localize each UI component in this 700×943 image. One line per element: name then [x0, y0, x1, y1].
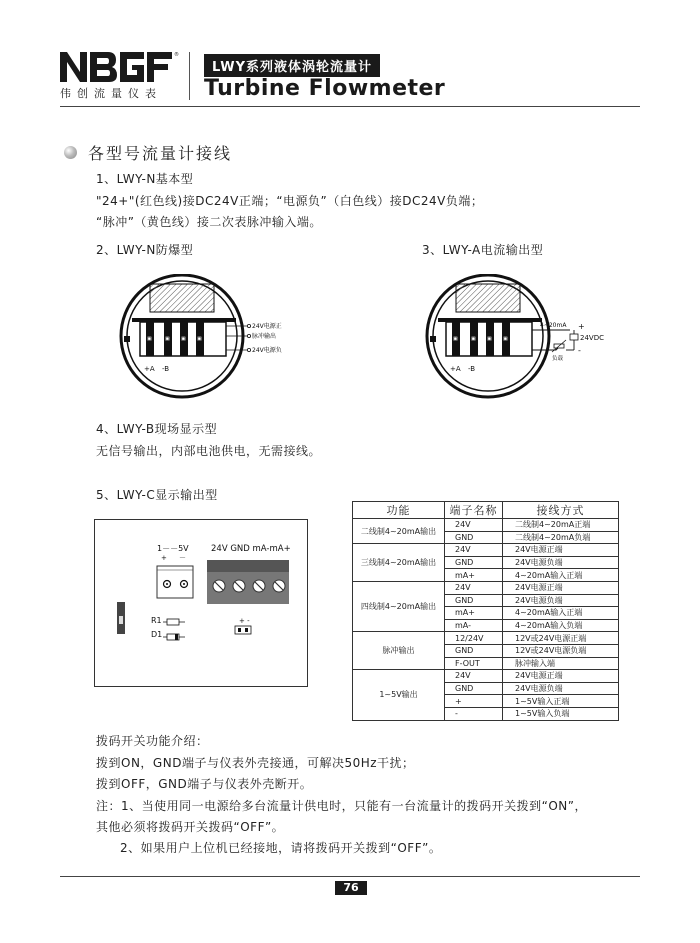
svg-text:®: ®	[174, 52, 179, 58]
table-header-wiring: 接线方式	[503, 502, 619, 519]
wiring-cell: 二线制4~20mA负端	[503, 531, 619, 544]
function-cell: 1~5V输出	[353, 670, 445, 720]
table-row	[353, 632, 619, 645]
wiring-cell: 4~20mA输入负端	[503, 619, 619, 632]
wiring-cell: 12V或24V电源负端	[503, 644, 619, 657]
label-load: 负载	[552, 356, 564, 362]
label-r1: R1	[151, 616, 162, 625]
c-display-board	[94, 519, 308, 687]
svg-text:▣: ▣	[147, 336, 152, 342]
wiring-cell: 脉冲输入端	[503, 657, 619, 670]
terminal-cell: mA+	[445, 607, 503, 620]
wiring-cell: 24V电源正端	[503, 581, 619, 594]
terminal-cell: GND	[445, 644, 503, 657]
svg-text:▣: ▣	[197, 336, 202, 342]
label-terminals: 24V GND mA-mA+	[211, 544, 291, 554]
model-c-heading: 5、LWY-C显示输出型	[96, 488, 218, 502]
notes-line2: 拨到OFF，GND端子与仪表外壳断开。	[96, 777, 313, 791]
label-d1: D1	[151, 630, 163, 639]
table-row	[353, 581, 619, 594]
label-4-20ma: 4~20mA	[540, 322, 567, 329]
model-n-basic-heading: 1、LWY-N基本型	[96, 172, 194, 186]
wiring-cell: 1~5V输入正端	[503, 695, 619, 708]
function-cell: 二线制4~20mA输出	[353, 519, 445, 544]
terminal-cell: +	[445, 695, 503, 708]
model-n-explosion-heading: 2、LWY-N防爆型	[96, 243, 194, 257]
terminal-cell: F-OUT	[445, 657, 503, 670]
label-jumper-signs: + -	[239, 617, 250, 625]
model-a-heading: 3、LWY-A电流输出型	[422, 243, 544, 257]
terminal-cell: 24V	[445, 581, 503, 594]
table-header-terminal: 端子名称	[445, 502, 503, 519]
svg-text:▣: ▣	[453, 336, 458, 342]
label-pulse-output: 脉冲输出	[252, 333, 277, 340]
terminal-cell: 12/24V	[445, 632, 503, 645]
terminal-cell: GND	[445, 682, 503, 695]
model-n-basic-line1: "24+"(红色线)接DC24V正端；“电源负”（白色线）接DC24V负端；	[96, 194, 484, 208]
wiring-cell: 24V电源正端	[503, 544, 619, 557]
table-row	[353, 519, 619, 532]
label-24v-negative: 24V电源负	[252, 347, 282, 354]
svg-text:▣: ▣	[471, 336, 476, 342]
wiring-cell: 24V电源负端	[503, 682, 619, 695]
label-plus: +	[578, 322, 585, 331]
n-explosion-wiring-diagram	[118, 274, 318, 404]
series-badge: LWY系列液体涡轮流量计	[204, 54, 380, 77]
label-plus-a: +A	[144, 365, 155, 373]
terminal-cell: mA-	[445, 619, 503, 632]
label-board-minus: －	[179, 554, 186, 562]
model-b-heading: 4、LWY-B现场显示型	[96, 422, 218, 436]
table-header-row	[353, 502, 619, 519]
svg-text:▣: ▣	[181, 336, 186, 342]
notes-line4: 其他必须将拨码开关拨码“OFF”。	[96, 820, 285, 834]
header-rule	[60, 106, 640, 107]
function-cell: 脉冲输出	[353, 632, 445, 670]
section-title: 各型号流量计接线	[88, 144, 233, 163]
page-number: 76	[335, 881, 367, 895]
wiring-table	[352, 501, 619, 721]
label-1-5v: 1－－5V	[157, 544, 189, 553]
wiring-cell: 4~20mA输入正端	[503, 569, 619, 582]
model-b-line1: 无信号输出，内部电池供电，无需接线。	[96, 444, 322, 458]
terminal-cell: -	[445, 707, 503, 720]
svg-text:▣: ▣	[165, 336, 170, 342]
wiring-cell: 二线制4~20mA正端	[503, 519, 619, 532]
notes-line3: 注：1、当使用同一电源给多台流量计供电时，只能有一台流量计的拨码开关拨到“ON”，	[96, 799, 587, 813]
a-current-wiring-diagram	[424, 274, 624, 404]
label-minus-b: -B	[162, 365, 170, 373]
terminal-cell: GND	[445, 531, 503, 544]
wiring-cell: 24V电源负端	[503, 556, 619, 569]
label-24vdc: 24VDC	[580, 334, 604, 342]
logo-subtitle: 伟创流量仪表	[60, 87, 162, 100]
terminal-cell: GND	[445, 556, 503, 569]
wiring-cell: 4~20mA输入正端	[503, 607, 619, 620]
c-display-board-drawing	[95, 520, 307, 686]
model-n-basic-line2: “脉冲”（黄色线）接二次表脉冲输入端。	[96, 215, 322, 229]
function-cell: 四线制4~20mA输出	[353, 581, 445, 631]
wiring-cell: 12V或24V电源正端	[503, 632, 619, 645]
label-minus-b: -B	[468, 365, 476, 373]
footer-rule	[60, 876, 640, 877]
terminal-cell: mA+	[445, 569, 503, 582]
notes-line1: 拨到ON，GND端子与仪表外壳接通，可解决50Hz干扰；	[96, 756, 415, 770]
table-row	[353, 544, 619, 557]
wiring-cell: 24V电源正端	[503, 670, 619, 683]
label-minus: -	[578, 346, 581, 355]
label-24v-positive: 24V电源正	[252, 323, 282, 330]
svg-text:▣: ▣	[503, 336, 508, 342]
header-divider	[189, 52, 190, 100]
terminal-cell: GND	[445, 594, 503, 607]
header-title: Turbine Flowmeter	[204, 76, 446, 101]
label-board-plus: +	[161, 554, 167, 562]
wiring-cell: 1~5V输入负端	[503, 707, 619, 720]
svg-text:▣: ▣	[487, 336, 492, 342]
bullet-ball-icon	[64, 146, 77, 159]
table-row	[353, 670, 619, 683]
notes-title: 拨码开关功能介绍：	[96, 734, 209, 748]
terminal-cell: 24V	[445, 519, 503, 532]
function-cell: 三线制4~20mA输出	[353, 544, 445, 582]
wiring-cell: 24V电源负端	[503, 594, 619, 607]
label-plus-a: +A	[450, 365, 461, 373]
terminal-cell: 24V	[445, 544, 503, 557]
terminal-cell: 24V	[445, 670, 503, 683]
notes-line5: 2、如果用户上位机已经接地，请将拨码开关拨到“OFF”。	[120, 841, 442, 855]
table-header-function: 功能	[353, 502, 445, 519]
